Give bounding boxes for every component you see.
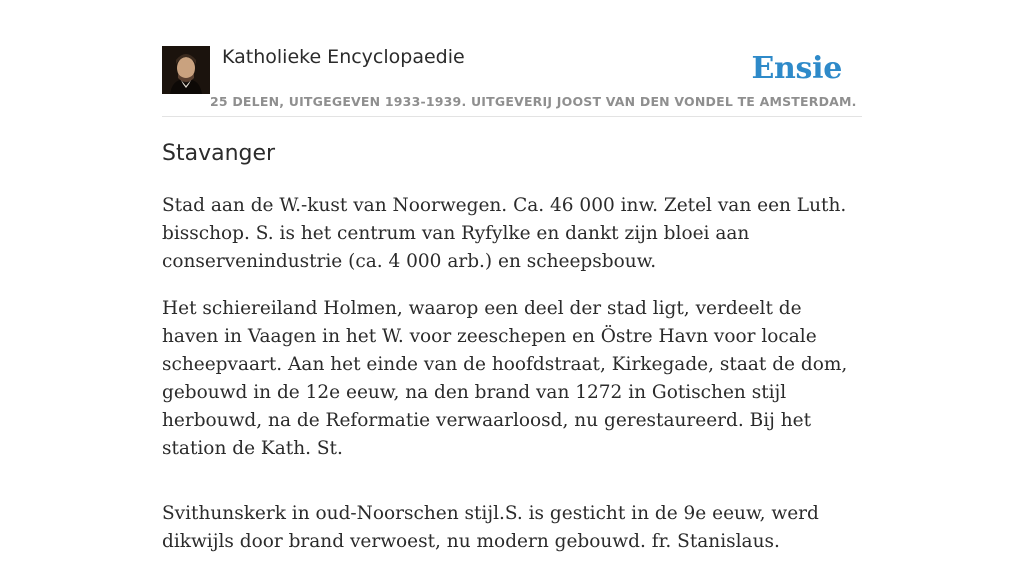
article-paragraph: Stad aan de W.-kust van Noorwegen. Ca. 46 000 inw. Zetel van een Luth. bisschop. S. is het centrum van Ryfylke en dankt zijn bloei aan conservenindustrie (ca. 4 000 arb.) en scheepsbouw. <box>162 195 847 272</box>
site-subtitle: 25 DELEN, UITGEGEVEN 1933-1939. UITGEVERIJ JOOST VAN DEN VONDEL TE AMSTERDAM. <box>210 94 857 109</box>
article-title: Stavanger <box>162 141 276 166</box>
site-header <box>162 0 862 117</box>
article-paragraph: Het schiereiland Holmen, waarop een deel der stad ligt, verdeelt de haven in Vaagen in het W. voor zeeschepen en Östre Havn voor locale scheepvaart. Aan het einde van de hoofdstraat, Kirkegade, staat de dom, gebouwd in de 12e eeuw, na den brand van 1272 in Gotischen stijl herbouwd, na de Reformatie verwaarloosd, nu gerestaureerd. Bij het station de Kath. St. <box>162 298 848 459</box>
site-title[interactable]: Katholieke Encyclopaedie <box>222 46 465 68</box>
page-content <box>162 0 862 552</box>
article-paragraph: Svithunskerk in oud-Noorschen stijl.S. is gesticht in de 9e eeuw, werd dikwijls door brand verwoest, nu modern gebouwd. fr. Stanislaus. <box>162 503 819 552</box>
portrait-avatar-icon[interactable] <box>162 46 210 94</box>
article-body <box>162 192 862 575</box>
ensie-logo-link[interactable]: Ensie <box>751 51 842 86</box>
